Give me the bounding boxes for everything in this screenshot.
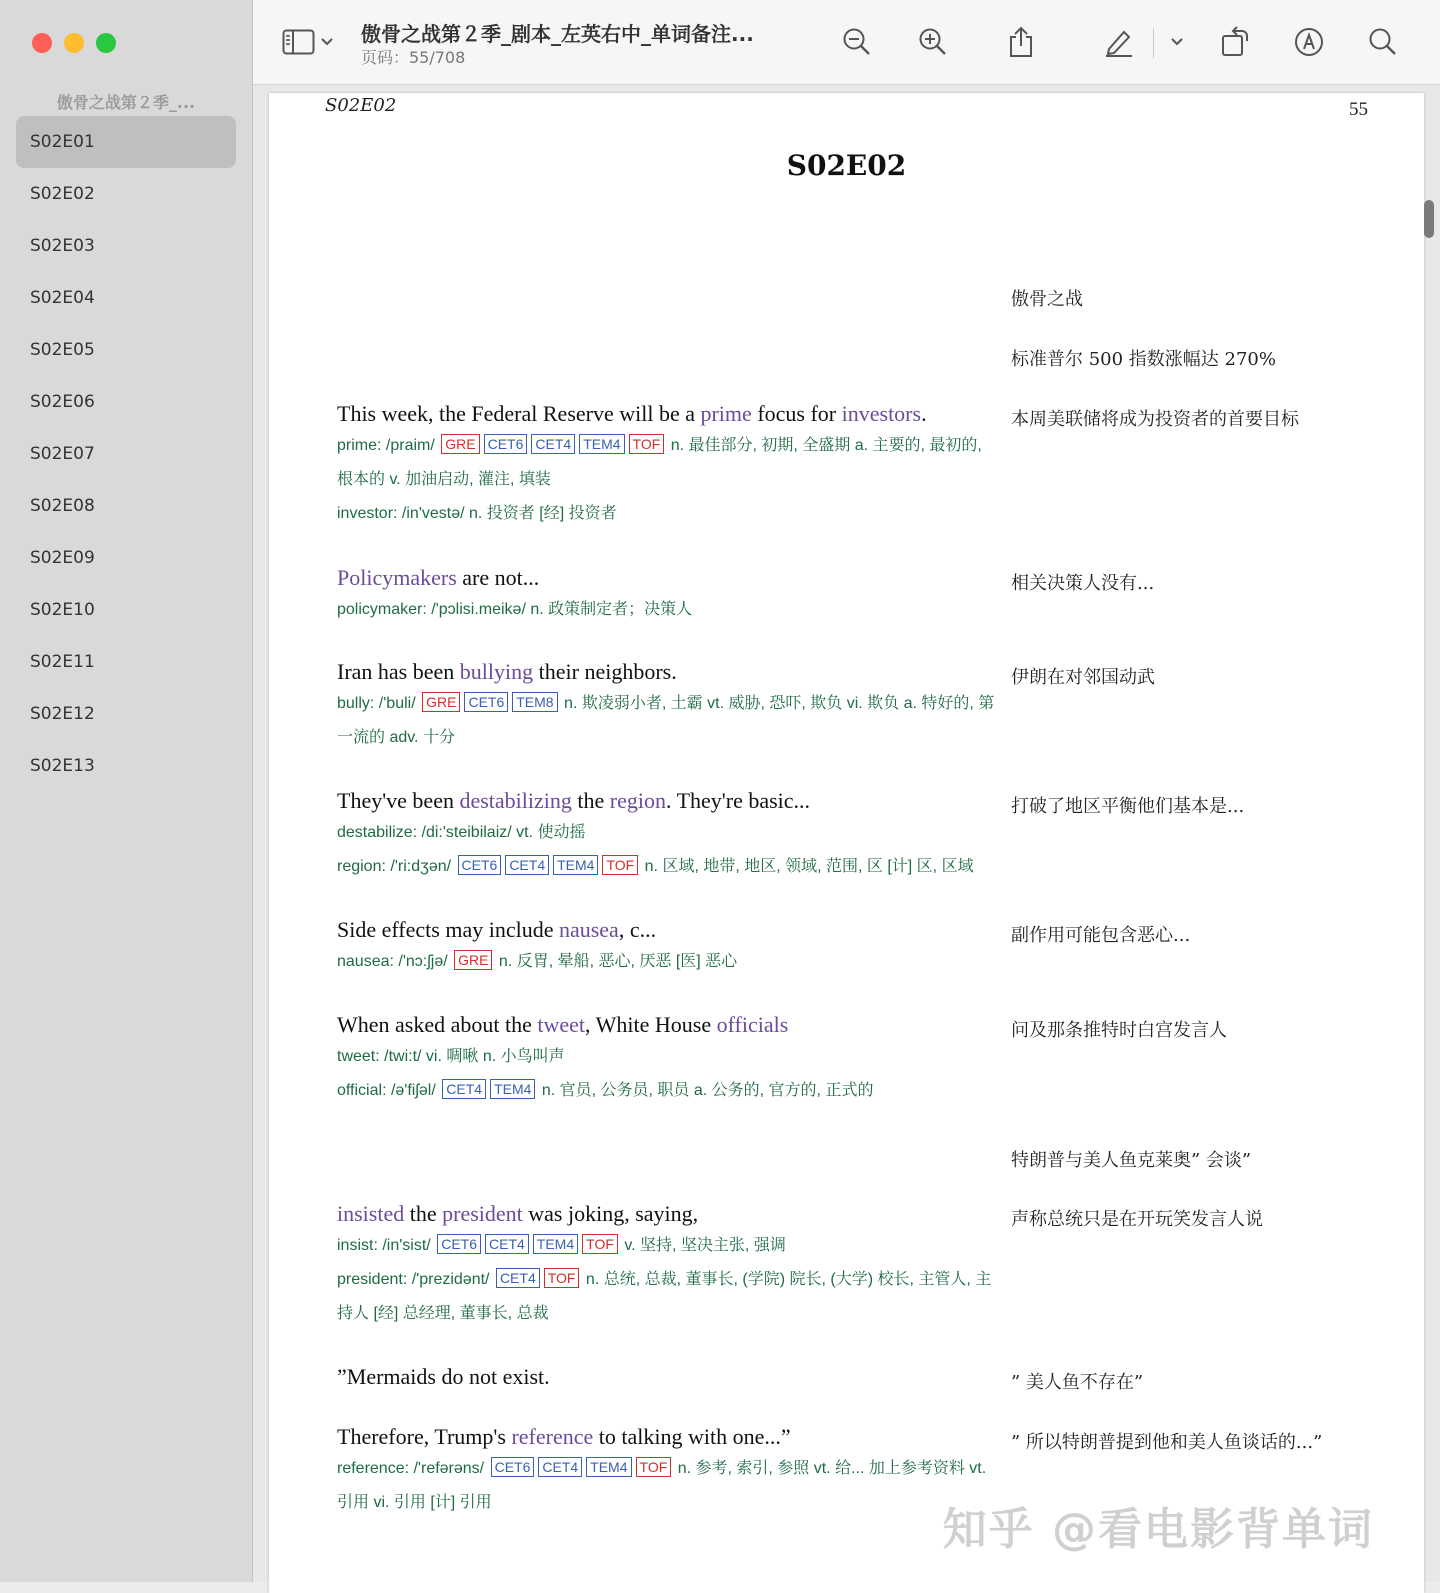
page-number: 55 — [1349, 99, 1368, 120]
highlighted-word: investors — [841, 401, 922, 426]
vocab-definition: n. 欺凌弱小者, 土霸 vt. 威胁, 恐吓, 欺负 vi. 欺负 a. 特好的, 第一流的 adv. 十分 — [337, 695, 995, 746]
chinese-translation: 傲骨之战 — [1011, 289, 1083, 310]
vocab-definition: n. 区域, 地带, 地区, 领域, 范围, 区 [计] 区, 区域 — [640, 858, 974, 875]
exam-tag-tof: TOF — [636, 1457, 672, 1477]
english-sentence — [337, 1012, 788, 1038]
sidebar-item-s02e09[interactable]: S02E09 — [30, 548, 95, 568]
highlighted-word: insisted — [337, 1201, 405, 1226]
chinese-translation: 问及那条推特时白宫发言人 — [1011, 1020, 1227, 1041]
sidebar-item-s02e12[interactable]: S02E12 — [30, 704, 95, 724]
vocab-definition: v. 坚持, 坚决主张, 强调 — [619, 1237, 786, 1254]
rotate-icon[interactable] — [1217, 24, 1253, 60]
share-icon[interactable] — [1003, 24, 1039, 60]
exam-tag-gre: GRE — [422, 692, 460, 712]
vocab-note — [337, 1263, 997, 1331]
exam-tag-tem4: TEM4 — [579, 434, 624, 454]
vocab-definition: vt. 使动摇 — [516, 824, 586, 841]
vocab-word-phonetic: prime: /praim/ — [337, 437, 435, 454]
sentence-text: This week, the Federal Reserve will be a — [337, 401, 701, 426]
sidebar-item-s02e07[interactable]: S02E07 — [30, 444, 95, 464]
chinese-translation: 特朗普与美人鱼克莱奥” 会谈” — [1011, 1150, 1252, 1171]
vocab-word-phonetic: insist: /in'sist/ — [337, 1237, 431, 1254]
sentence-text: , c... — [618, 917, 657, 942]
sidebar-item-s02e13[interactable]: S02E13 — [30, 756, 95, 776]
vocab-note — [337, 429, 997, 497]
zoom-window-button[interactable] — [96, 33, 116, 53]
sentence-text: . — [921, 401, 927, 426]
highlighted-word: reference — [511, 1424, 594, 1449]
zoom-in-icon[interactable] — [915, 24, 951, 60]
english-sentence — [337, 917, 656, 943]
page-indicator: 页码：55/708 — [361, 48, 466, 67]
exam-tag-tem8: TEM8 — [512, 692, 557, 712]
chinese-translation: ” 所以特朗普提到他和美人鱼谈话的...” — [1011, 1432, 1323, 1453]
vocab-definition: n. 政策制定者；决策人 — [530, 601, 693, 618]
close-window-button[interactable] — [32, 33, 52, 53]
highlighted-word: region — [609, 788, 666, 813]
vocab-note — [337, 816, 997, 850]
zoom-out-icon[interactable] — [839, 24, 875, 60]
vocab-note — [337, 1040, 997, 1074]
exam-tag-cet6: CET6 — [491, 1457, 535, 1477]
english-sentence — [337, 1201, 698, 1227]
chinese-translation: 本周美联储将成为投资者的首要目标 — [1011, 409, 1299, 430]
exam-tag-tof: TOF — [629, 434, 665, 454]
exam-tag-cet6: CET6 — [464, 692, 508, 712]
vocab-note — [337, 1074, 997, 1108]
vocab-word-phonetic: reference: /'refərəns/ — [337, 1460, 485, 1477]
window-controls — [32, 33, 116, 53]
english-sentence — [337, 565, 539, 591]
sidebar-item-s02e05[interactable]: S02E05 — [30, 340, 95, 360]
sidebar-item-s02e10[interactable]: S02E10 — [30, 600, 95, 620]
sidebar-outline-list — [16, 116, 236, 792]
chinese-translation: 相关决策人没有... — [1011, 573, 1155, 594]
exam-tag-gre: GRE — [454, 950, 492, 970]
document-title: 傲骨之战第２季_剧本_左英右中_单词备注... — [361, 22, 754, 46]
chinese-translation: ” 美人鱼不存在” — [1011, 1372, 1144, 1393]
vocab-definition: n. 最佳部分, 初期, 全盛期 a. 主要的, 最初的, 根本的 v. 加油启动, 灌注, 填装 — [337, 437, 982, 488]
highlighted-word: bullying — [459, 659, 534, 684]
search-icon[interactable] — [1365, 24, 1401, 60]
exam-tag-cet6: CET6 — [458, 855, 502, 875]
vocab-note — [337, 497, 997, 531]
vertical-scrollbar[interactable] — [1424, 200, 1434, 238]
highlighted-word: president — [442, 1201, 523, 1226]
sentence-text: ”Mermaids do not exist. — [337, 1364, 550, 1389]
sentence-text: Side effects may include — [337, 917, 559, 942]
sentence-text: . They're basic... — [665, 788, 811, 813]
highlighted-word: Policymakers — [337, 565, 457, 590]
vocab-word-phonetic: nausea: /'nɔ:ʃjə/ — [337, 953, 448, 970]
sentence-text: are not... — [456, 565, 540, 590]
sidebar-item-s02e02[interactable]: S02E02 — [30, 184, 95, 204]
exam-tag-cet4: CET4 — [496, 1268, 540, 1288]
vocab-note — [337, 593, 997, 627]
exam-tag-cet4: CET4 — [531, 434, 575, 454]
vocab-definition: n. 参考, 索引, 参照 vt. 给... 加上参考资料 vt. 引用 vi. 引用 [计] 引用 — [337, 1460, 987, 1511]
vocab-word-phonetic: president: /'prezidənt/ — [337, 1271, 490, 1288]
exam-tag-tem4: TEM4 — [553, 855, 598, 875]
highlighted-word: tweet — [537, 1012, 586, 1037]
english-sentence — [337, 1364, 550, 1390]
annotate-circle-icon[interactable] — [1291, 24, 1327, 60]
vocab-definition: vi. 啁啾 n. 小鸟叫声 — [425, 1048, 565, 1065]
exam-tag-tem4: TEM4 — [586, 1457, 631, 1477]
chinese-translation: 声称总统只是在开玩笑发言人说 — [1011, 1209, 1263, 1230]
sidebar-item-s02e01[interactable]: S02E01 — [16, 116, 236, 168]
highlighted-word: prime — [700, 401, 752, 426]
english-sentence — [337, 1424, 791, 1450]
vocab-word-phonetic: policymaker: /'pɔlisi.meikə/ — [337, 601, 526, 618]
exam-tag-tem4: TEM4 — [490, 1079, 535, 1099]
highlighted-word: destabilizing — [459, 788, 572, 813]
vocab-note — [337, 945, 997, 979]
exam-tag-cet4: CET4 — [505, 855, 549, 875]
exam-tag-cet4: CET4 — [442, 1079, 486, 1099]
english-sentence — [337, 659, 677, 685]
markup-pen-icon[interactable] — [1101, 24, 1137, 60]
exam-tag-cet6: CET6 — [437, 1234, 481, 1254]
sentence-text: was joking, saying, — [522, 1201, 699, 1226]
exam-tag-cet4: CET4 — [485, 1234, 529, 1254]
vocab-definition: n. 投资者 [经] 投资者 — [469, 505, 617, 522]
sentence-text: They've been — [337, 788, 460, 813]
sentence-text: Therefore, Trump's — [337, 1424, 512, 1449]
chinese-translation: 伊朗在对邻国动武 — [1011, 667, 1155, 688]
vocab-note — [337, 1229, 997, 1263]
sentence-text: the — [571, 788, 610, 813]
chinese-translation: 副作用可能包含恶心... — [1011, 925, 1191, 946]
sidebar-item-s02e11[interactable]: S02E11 — [30, 652, 95, 672]
english-sentence — [337, 401, 927, 427]
sidebar-toggle-icon[interactable] — [281, 24, 317, 60]
vocab-word-phonetic: bully: /'buli/ — [337, 695, 416, 712]
chevron-down-icon[interactable] — [317, 24, 337, 60]
sentence-text: their neighbors. — [533, 659, 677, 684]
highlighted-word: officials — [716, 1012, 789, 1037]
exam-tag-cet4: CET4 — [538, 1457, 582, 1477]
vocab-word-phonetic: investor: /in'vestə/ — [337, 505, 465, 522]
exam-tag-gre: GRE — [441, 434, 479, 454]
exam-tag-tof: TOF — [544, 1268, 580, 1288]
minimize-window-button[interactable] — [64, 33, 84, 53]
sidebar — [0, 0, 253, 1582]
chinese-translation: 标准普尔 500 指数涨幅达 270% — [1011, 349, 1276, 370]
vocab-word-phonetic: destabilize: /di:'steibilaiz/ — [337, 824, 512, 841]
vocab-note — [337, 1452, 997, 1520]
exam-tag-cet6: CET6 — [484, 434, 528, 454]
vocab-note — [337, 687, 997, 755]
document-viewport[interactable] — [253, 85, 1440, 1582]
episode-title: S02E02 — [786, 149, 907, 182]
document-page — [269, 93, 1424, 1593]
sidebar-document-title: 傲骨之战第２季_... — [56, 93, 196, 112]
highlighted-word: nausea — [558, 917, 619, 942]
running-header-episode: S02E02 — [325, 95, 397, 116]
sidebar-item-s02e03[interactable]: S02E03 — [30, 236, 95, 256]
vocab-word-phonetic: region: /'ri:dʒən/ — [337, 858, 452, 875]
vocab-note — [337, 850, 997, 884]
vocab-definition: n. 官员, 公务员, 职员 a. 公务的, 官方的, 正式的 — [537, 1082, 874, 1099]
sentence-text: When asked about the — [337, 1012, 538, 1037]
chinese-translation: 打破了地区平衡他们基本是... — [1011, 796, 1245, 817]
toolbar — [253, 0, 1440, 85]
sidebar-item-s02e06[interactable]: S02E06 — [30, 392, 95, 412]
vocab-word-phonetic: official: /ə'fiʃəl/ — [337, 1082, 436, 1099]
chevron-down-icon[interactable] — [1165, 24, 1189, 60]
sentence-text: Iran has been — [337, 659, 460, 684]
toolbar-divider — [1153, 28, 1154, 58]
watermark: 知乎 @看电影背单词 — [942, 1504, 1374, 1555]
sentence-text: focus for — [751, 401, 842, 426]
vocab-word-phonetic: tweet: /twi:t/ — [337, 1048, 422, 1065]
sentence-text: the — [404, 1201, 443, 1226]
vocab-definition: n. 总统, 总裁, 董事长, (学院) 院长, (大学) 校长, 主管人, 主持人 [经] 总经理, 董事长, 总裁 — [337, 1271, 992, 1322]
exam-tag-tof: TOF — [602, 855, 638, 875]
english-sentence — [337, 788, 810, 814]
sidebar-item-s02e04[interactable]: S02E04 — [30, 288, 95, 308]
exam-tag-tem4: TEM4 — [533, 1234, 578, 1254]
vocab-definition: n. 反胃, 晕船, 恶心, 厌恶 [医] 恶心 — [494, 953, 738, 970]
sentence-text: to talking with one...” — [593, 1424, 791, 1449]
exam-tag-tof: TOF — [582, 1234, 618, 1254]
sentence-text: , White House — [585, 1012, 717, 1037]
sidebar-item-s02e08[interactable]: S02E08 — [30, 496, 95, 516]
